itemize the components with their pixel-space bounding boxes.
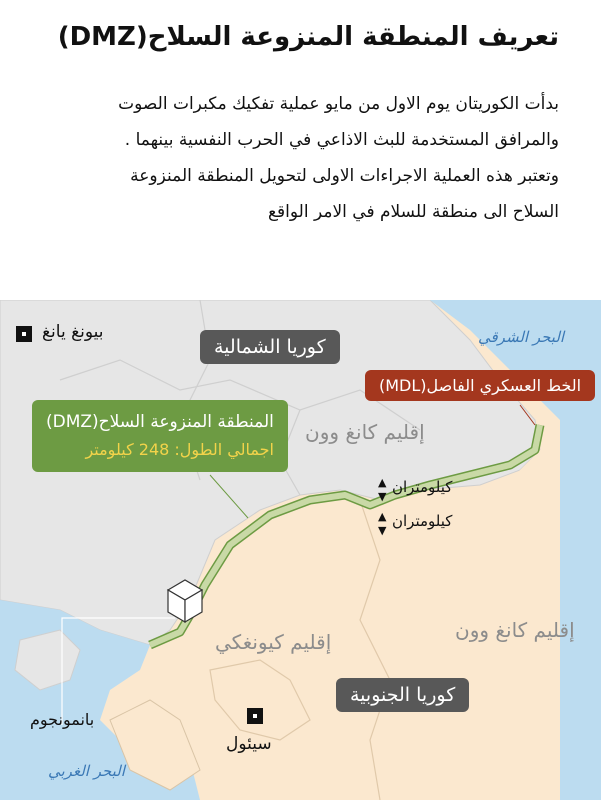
panmunjom-label: بانمونجوم <box>30 710 95 729</box>
arrow-up-icon: ▲ <box>378 510 387 523</box>
arrow-up-icon: ▲ <box>378 476 387 489</box>
km-label-bottom: كيلومتران <box>392 512 453 530</box>
intro-line: والمرافق المستخدمة للبث الاذاعي في الحرب النفسية بينهما . <box>124 130 559 150</box>
pyongyang-marker-icon <box>16 326 32 342</box>
intro-paragraph <box>99 86 559 230</box>
dmz-callout <box>32 400 288 472</box>
gangwon-south-label: إقليم كانغ وون <box>455 618 575 642</box>
gangwon-north-label: إقليم كانغ وون <box>305 420 425 444</box>
arrow-down-icon: ▼ <box>378 490 387 503</box>
header <box>0 0 601 300</box>
mdl-callout: الخط العسكري الفاصل(MDL) <box>365 370 595 401</box>
seoul-marker-icon <box>247 708 263 724</box>
page-title: تعريف المنطقة المنزوعة السلاح(DMZ) <box>57 22 559 52</box>
intro-line: السلاح الى منطقة للسلام في الامر الواقع <box>267 202 559 222</box>
north-korea-label: كوريا الشمالية <box>200 330 340 364</box>
dmz-callout-length: اجمالي الطول: 248 كيلومتر <box>85 440 274 459</box>
intro-line: وتعتبر هذه العملية الاجراءات الاولى لتحويل المنطقة المنزوعة <box>130 166 559 186</box>
korea-map <box>0 300 601 800</box>
seoul-label: سيئول <box>226 734 272 754</box>
dmz-callout-title: المنطقة المنزوعة السلاح(DMZ) <box>46 412 274 432</box>
km-label-top: كيلومتران <box>392 478 453 496</box>
gyeonggi-label: إقليم كيونغكي <box>215 630 332 654</box>
arrow-down-icon: ▼ <box>378 524 387 537</box>
intro-line: بدأت الكوريتان يوم الاول من مايو عملية تفكيك مكبرات الصوت <box>118 94 559 114</box>
pyongyang-label: بيونغ يانغ <box>42 322 104 342</box>
south-korea-label: كوريا الجنوبية <box>336 678 469 712</box>
west-sea-label: البحر الغربي <box>48 762 125 780</box>
east-sea-label: البحر الشرقي <box>478 328 565 346</box>
